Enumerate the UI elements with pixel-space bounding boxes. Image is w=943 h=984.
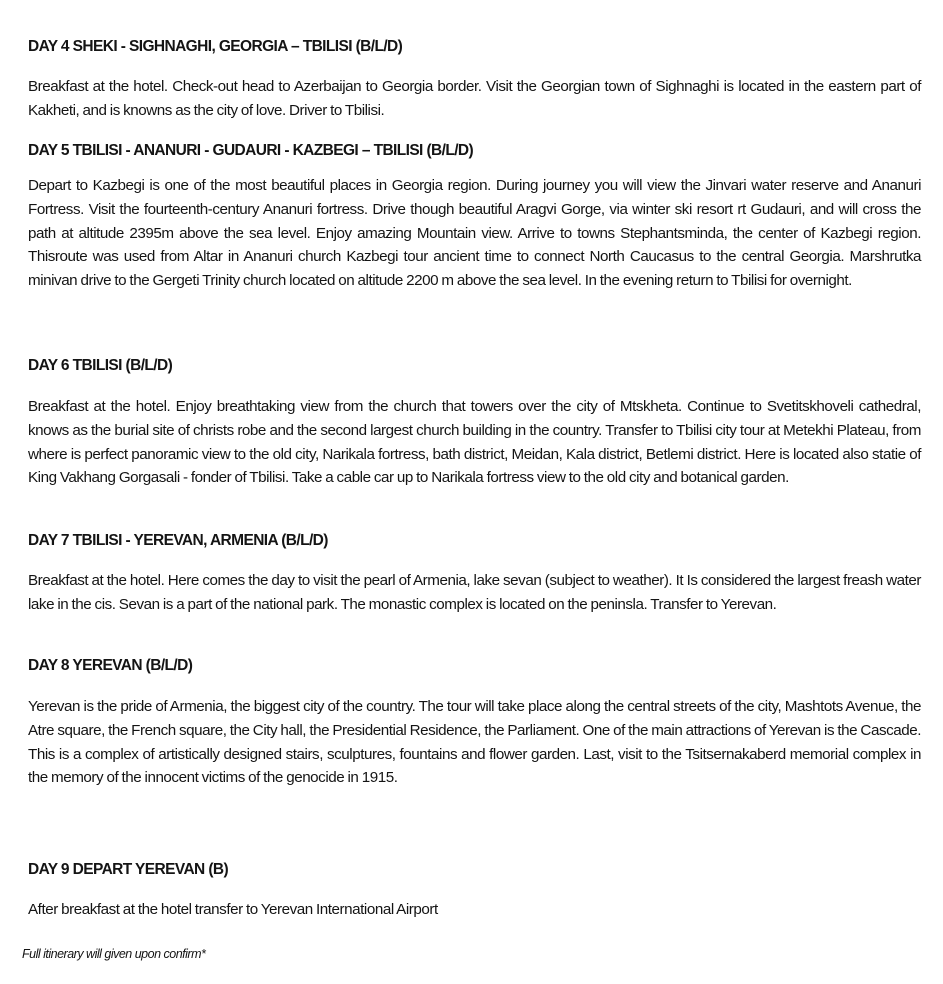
day-8-description: Yerevan is the pride of Armenia, the biggest city of the country. The tour will take place along the central streets of the city, Mashtots Avenue, the Atre square, the French square, the City hall, the Presidential Residence, the Parliament. One of the main attractions of Yerevan is the Cascade. This is a complex of artistically designed stairs, sculptures, fountains and flower garden. Last, visit to the Tsitsernakaberd memorial complex in the memory of the innocent victims of the genocide in 1915.	[28, 698, 921, 787]
day-8-heading: DAY 8 YEREVAN (B/L/D)	[28, 657, 193, 674]
day-9-description: After breakfast at the hotel transfer to Yerevan International Airport	[28, 901, 438, 918]
footnote: Full itinerary will given upon confirm*	[22, 947, 206, 961]
day-9-heading: DAY 9 DEPART YEREVAN (B)	[28, 861, 229, 878]
day-6-description: Breakfast at the hotel. Enjoy breathtaking view from the church that towers over the city of Mtskheta. Continue to Svetitskhoveli cathedral, knows as the burial site of christs robe and the second largest church building in the country. Transfer to Tbilisi city tour at Metekhi Plateau, from where is perfect panoramic view to the old city, Narikala fortress, bath district, Meidan, Kala district, Betlemi district. Here is located also statie of King Vakhang Gorgasali - fonder of Tbilisi. Take a cable car up to Narikala fortress view to the old city and botanical garden.	[28, 398, 921, 487]
day-4-description: Breakfast at the hotel. Check-out head to Azerbaijan to Georgia border. Visit the Georgian town of Sighnaghi is located in the eastern part of Kakheti, and is knowns as the city of love. Driver to Tbilisi.	[28, 78, 921, 119]
day-6-heading: DAY 6 TBILISI (B/L/D)	[28, 357, 173, 374]
day-4-heading: DAY 4 SHEKI - SIGHNAGHI, GEORGIA – TBILISI (B/L/D)	[28, 38, 403, 55]
day-7-heading: DAY 7 TBILISI - YEREVAN, ARMENIA (B/L/D)	[28, 532, 328, 549]
day-7-description: Breakfast at the hotel. Here comes the day to visit the pearl of Armenia, lake sevan (subject to weather). It Is considered the largest freash water lake in the cis. Sevan is a part of the national park. The monastic complex is located on the peninsla. Transfer to Yerevan.	[28, 572, 921, 613]
day-5-description: Depart to Kazbegi is one of the most beautiful places in Georgia region. During journey you will view the Jinvari water reserve and Ananuri Fortress. Visit the fourteenth-century Ananuri fortress. Drive though beautiful Aragvi Gorge, via winter ski resort rt Gudauri, and will cross the path at altitude 2395m above the sea level. Enjoy amazing Mountain view. Arrive to towns Stephantsminda, the center of Kazbegi region. Thisroute was used from Altar in Ananuri church Kazbegi tour ancient time to connect North Caucasus to the central Georgia. Marshrutka minivan drive to the Gergeti Trinity church located on altitude 2200 m above the sea level. In the evening return to Tbilisi for overnight.	[28, 177, 921, 290]
day-5-heading: DAY 5 TBILISI - ANANURI - GUDAURI - KAZBEGI – TBILISI (B/L/D)	[28, 142, 474, 159]
